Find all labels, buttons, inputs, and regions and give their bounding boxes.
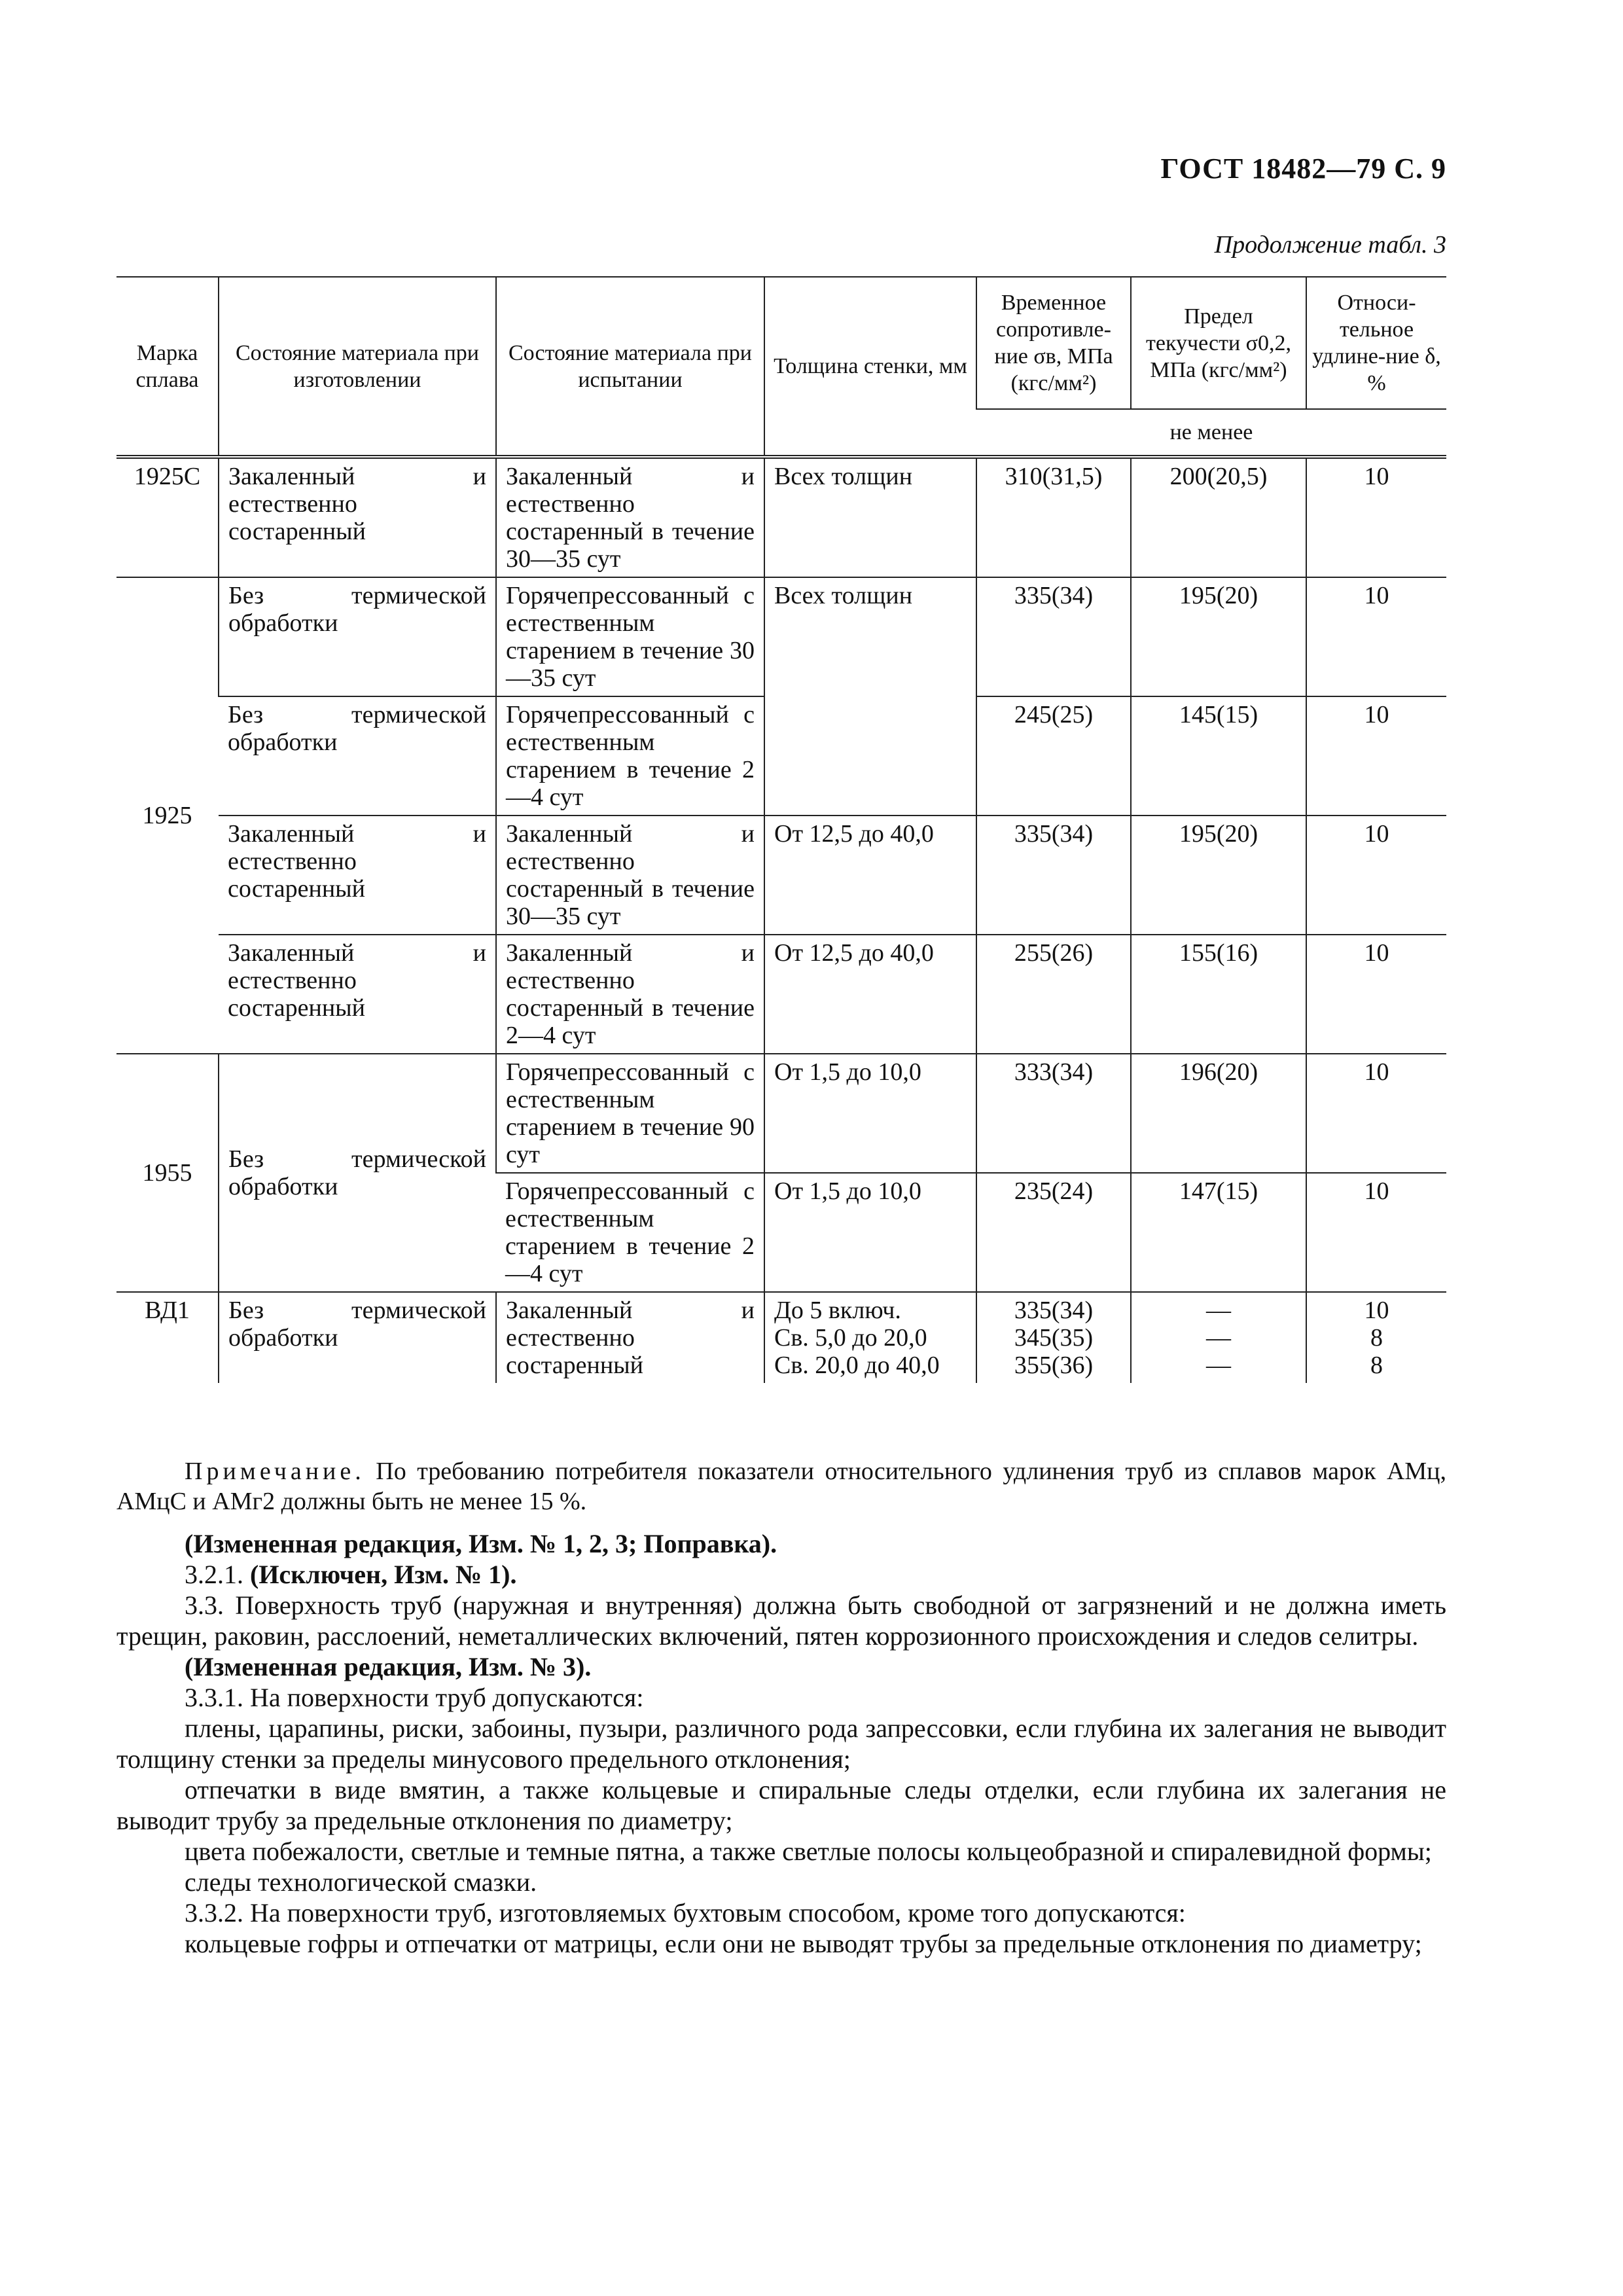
cell-yield [1131, 1292, 1306, 1383]
cell-yield: 195(20) [1131, 577, 1306, 696]
clause-excluded-text: (Исключен, Изм. № 1). [250, 1560, 517, 1589]
list-item: следы технологической смазки. [185, 1867, 537, 1897]
cell-tensile: 310(31,5) [976, 457, 1131, 577]
document-body [116, 1528, 1446, 1959]
cell-elongation: 10 [1306, 1173, 1446, 1292]
cell-state-test: Горячепрессованный с естественным старением в течение 2—4 сут [496, 696, 764, 816]
elongation-value: 8 [1370, 1352, 1383, 1379]
elongation-value: 10 [1364, 1297, 1389, 1324]
cell-elongation: 10 [1306, 816, 1446, 935]
cell-tensile [976, 1292, 1131, 1383]
note-text: По требованию потребителя показатели относительного удлинения труб из сплавов марок АМц, АМцС и АМг2 должны быть не менее 15 %. [116, 1458, 1447, 1515]
wall-range: Св. 20,0 до 40,0 [774, 1352, 940, 1379]
cell-wall: Всех толщин [764, 457, 976, 577]
header-min-note: не менее [976, 409, 1446, 457]
clause-3-3-2: 3.3.2. На поверхности труб, изготовляемых бухтовым способом, кроме того допускаются: [185, 1898, 1186, 1928]
cell-yield: 195(20) [1131, 816, 1306, 935]
cell-elongation: 10 [1306, 696, 1446, 816]
table-row [116, 1054, 1446, 1173]
table-continuation-label: Продолжение табл. 3 [1214, 231, 1446, 259]
table-row [116, 816, 1446, 935]
cell-state-manufacture: Без термической обработки [219, 577, 496, 696]
cell-tensile: 245(25) [976, 696, 1131, 816]
list-item: кольцевые гофры и отпечатки от матрицы, если они не выводят трубы за предельные отклонения по диаметру; [185, 1929, 1422, 1958]
tensile-value: 355(36) [1014, 1352, 1094, 1379]
cell-yield: 196(20) [1131, 1054, 1306, 1173]
clause-number: 3.2.1. [185, 1560, 243, 1589]
cell-elongation: 10 [1306, 1054, 1446, 1173]
cell-elongation: 10 [1306, 935, 1446, 1054]
cell-state-test: Закаленный и естественно состаренный в течение 30—35 сут [496, 816, 764, 935]
cell-state-manufacture: Без термической обработки [219, 1054, 496, 1292]
cell-state-manufacture: Закаленный и естественно состаренный [219, 816, 496, 935]
cell-state-test: Закаленный и естественно состаренный в течение 30—35 сут [496, 457, 764, 577]
header-grade: Марка сплава [116, 277, 219, 457]
clause-3-3: 3.3. Поверхность труб (наружная и внутренняя) должна быть свободной от загрязнений и не должна иметь трещин, раковин, расслоений, неметаллических включений, пятен коррозионного происхождения и следов селитры. [116, 1590, 1446, 1651]
cell-tensile: 335(34) [976, 577, 1131, 696]
tensile-value: 335(34) [1014, 1297, 1094, 1324]
header-wall-thickness: Толщина стенки, мм [764, 277, 976, 457]
cell-tensile: 335(34) [976, 816, 1131, 935]
header-yield-strength: Предел текучести σ0,2, МПа (кгс/мм²) [1131, 277, 1306, 409]
table-note [116, 1456, 1446, 1516]
cell-state-test: Закаленный и естественно состаренный в течение 2—4 сут [496, 935, 764, 1054]
header-elongation: Относи-тельное удлине-ние δ, % [1306, 277, 1446, 409]
cell-wall [764, 1292, 976, 1383]
header-state-manufacture: Состояние материала при изготовлении [219, 277, 496, 457]
clause-3-2-1 [116, 1559, 1446, 1590]
cell-state-manufacture: Без термической обработки [219, 1292, 496, 1383]
elongation-value: 8 [1370, 1324, 1383, 1352]
cell-yield: 147(15) [1131, 1173, 1306, 1292]
wall-range: До 5 включ. [774, 1297, 901, 1324]
table-3 [116, 276, 1446, 1383]
tensile-value: 345(35) [1014, 1324, 1094, 1352]
cell-wall: От 1,5 до 10,0 [764, 1173, 976, 1292]
cell-wall: Всех толщин [764, 577, 976, 816]
cell-yield: 145(15) [1131, 696, 1306, 816]
cell-state-test: Горячепрессованный с естественным старением в течение 90 сут [496, 1054, 764, 1173]
cell-state-test: Горячепрессованный с естественным старением в течение 30—35 сут [496, 577, 764, 696]
cell-grade: ВД1 [116, 1292, 219, 1383]
table-row [116, 935, 1446, 1054]
cell-yield: 155(16) [1131, 935, 1306, 1054]
amendment-note: (Измененная редакция, Изм. № 1, 2, 3; Поправка). [185, 1529, 777, 1558]
page-header: ГОСТ 18482—79 С. 9 [1160, 152, 1446, 185]
yield-value: — [1206, 1352, 1231, 1379]
cell-grade: 1925 [116, 577, 219, 1054]
cell-tensile: 235(24) [976, 1173, 1131, 1292]
list-item: цвета побежалости, светлые и темные пятна, а также светлые полосы кольцеобразной и спиралевидной формы; [185, 1837, 1432, 1866]
cell-elongation: 10 [1306, 577, 1446, 696]
cell-grade: 1925С [116, 457, 219, 577]
header-tensile-strength: Временное сопротивле-ние σв, МПа (кгс/мм²) [976, 277, 1131, 409]
cell-elongation: 10 [1306, 457, 1446, 577]
clause-3-3-1: 3.3.1. На поверхности труб допускаются: [185, 1683, 644, 1712]
cell-state-test: Горячепрессованный с естественным старением в течение 2—4 сут [496, 1173, 764, 1292]
table-row [116, 457, 1446, 577]
cell-grade: 1955 [116, 1054, 219, 1292]
amendment-note: (Измененная редакция, Изм. № 3). [185, 1652, 592, 1681]
cell-state-manufacture: Закаленный и естественно состаренный [219, 935, 496, 1054]
cell-yield: 200(20,5) [1131, 457, 1306, 577]
cell-state-test: Закаленный и естественно состаренный [496, 1292, 764, 1383]
cell-state-manufacture: Без термической обработки [219, 696, 496, 816]
list-item: отпечатки в виде вмятин, а также кольцевые и спиральные следы отделки, если глубина их залегания не выводит трубу за предельные отклонения по диаметру; [116, 1775, 1446, 1835]
table-row [116, 1292, 1446, 1383]
wall-range: Св. 5,0 до 20,0 [774, 1324, 927, 1352]
header-state-test: Состояние материала при испытании [496, 277, 764, 457]
cell-tensile: 255(26) [976, 935, 1131, 1054]
cell-wall: От 1,5 до 10,0 [764, 1054, 976, 1173]
note-label: Примечание. [185, 1458, 365, 1485]
table-row [116, 577, 1446, 696]
cell-state-manufacture: Закаленный и естественно состаренный [219, 457, 496, 577]
list-item: плены, царапины, риски, забоины, пузыри, различного рода запрессовки, если глубина их залегания не выводит толщину стенки за пределы минусового предельного отклонения; [116, 1713, 1446, 1774]
cell-tensile: 333(34) [976, 1054, 1131, 1173]
yield-value: — [1206, 1297, 1231, 1324]
cell-elongation [1306, 1292, 1446, 1383]
yield-value: — [1206, 1324, 1231, 1352]
cell-wall: От 12,5 до 40,0 [764, 816, 976, 935]
cell-wall: От 12,5 до 40,0 [764, 935, 976, 1054]
